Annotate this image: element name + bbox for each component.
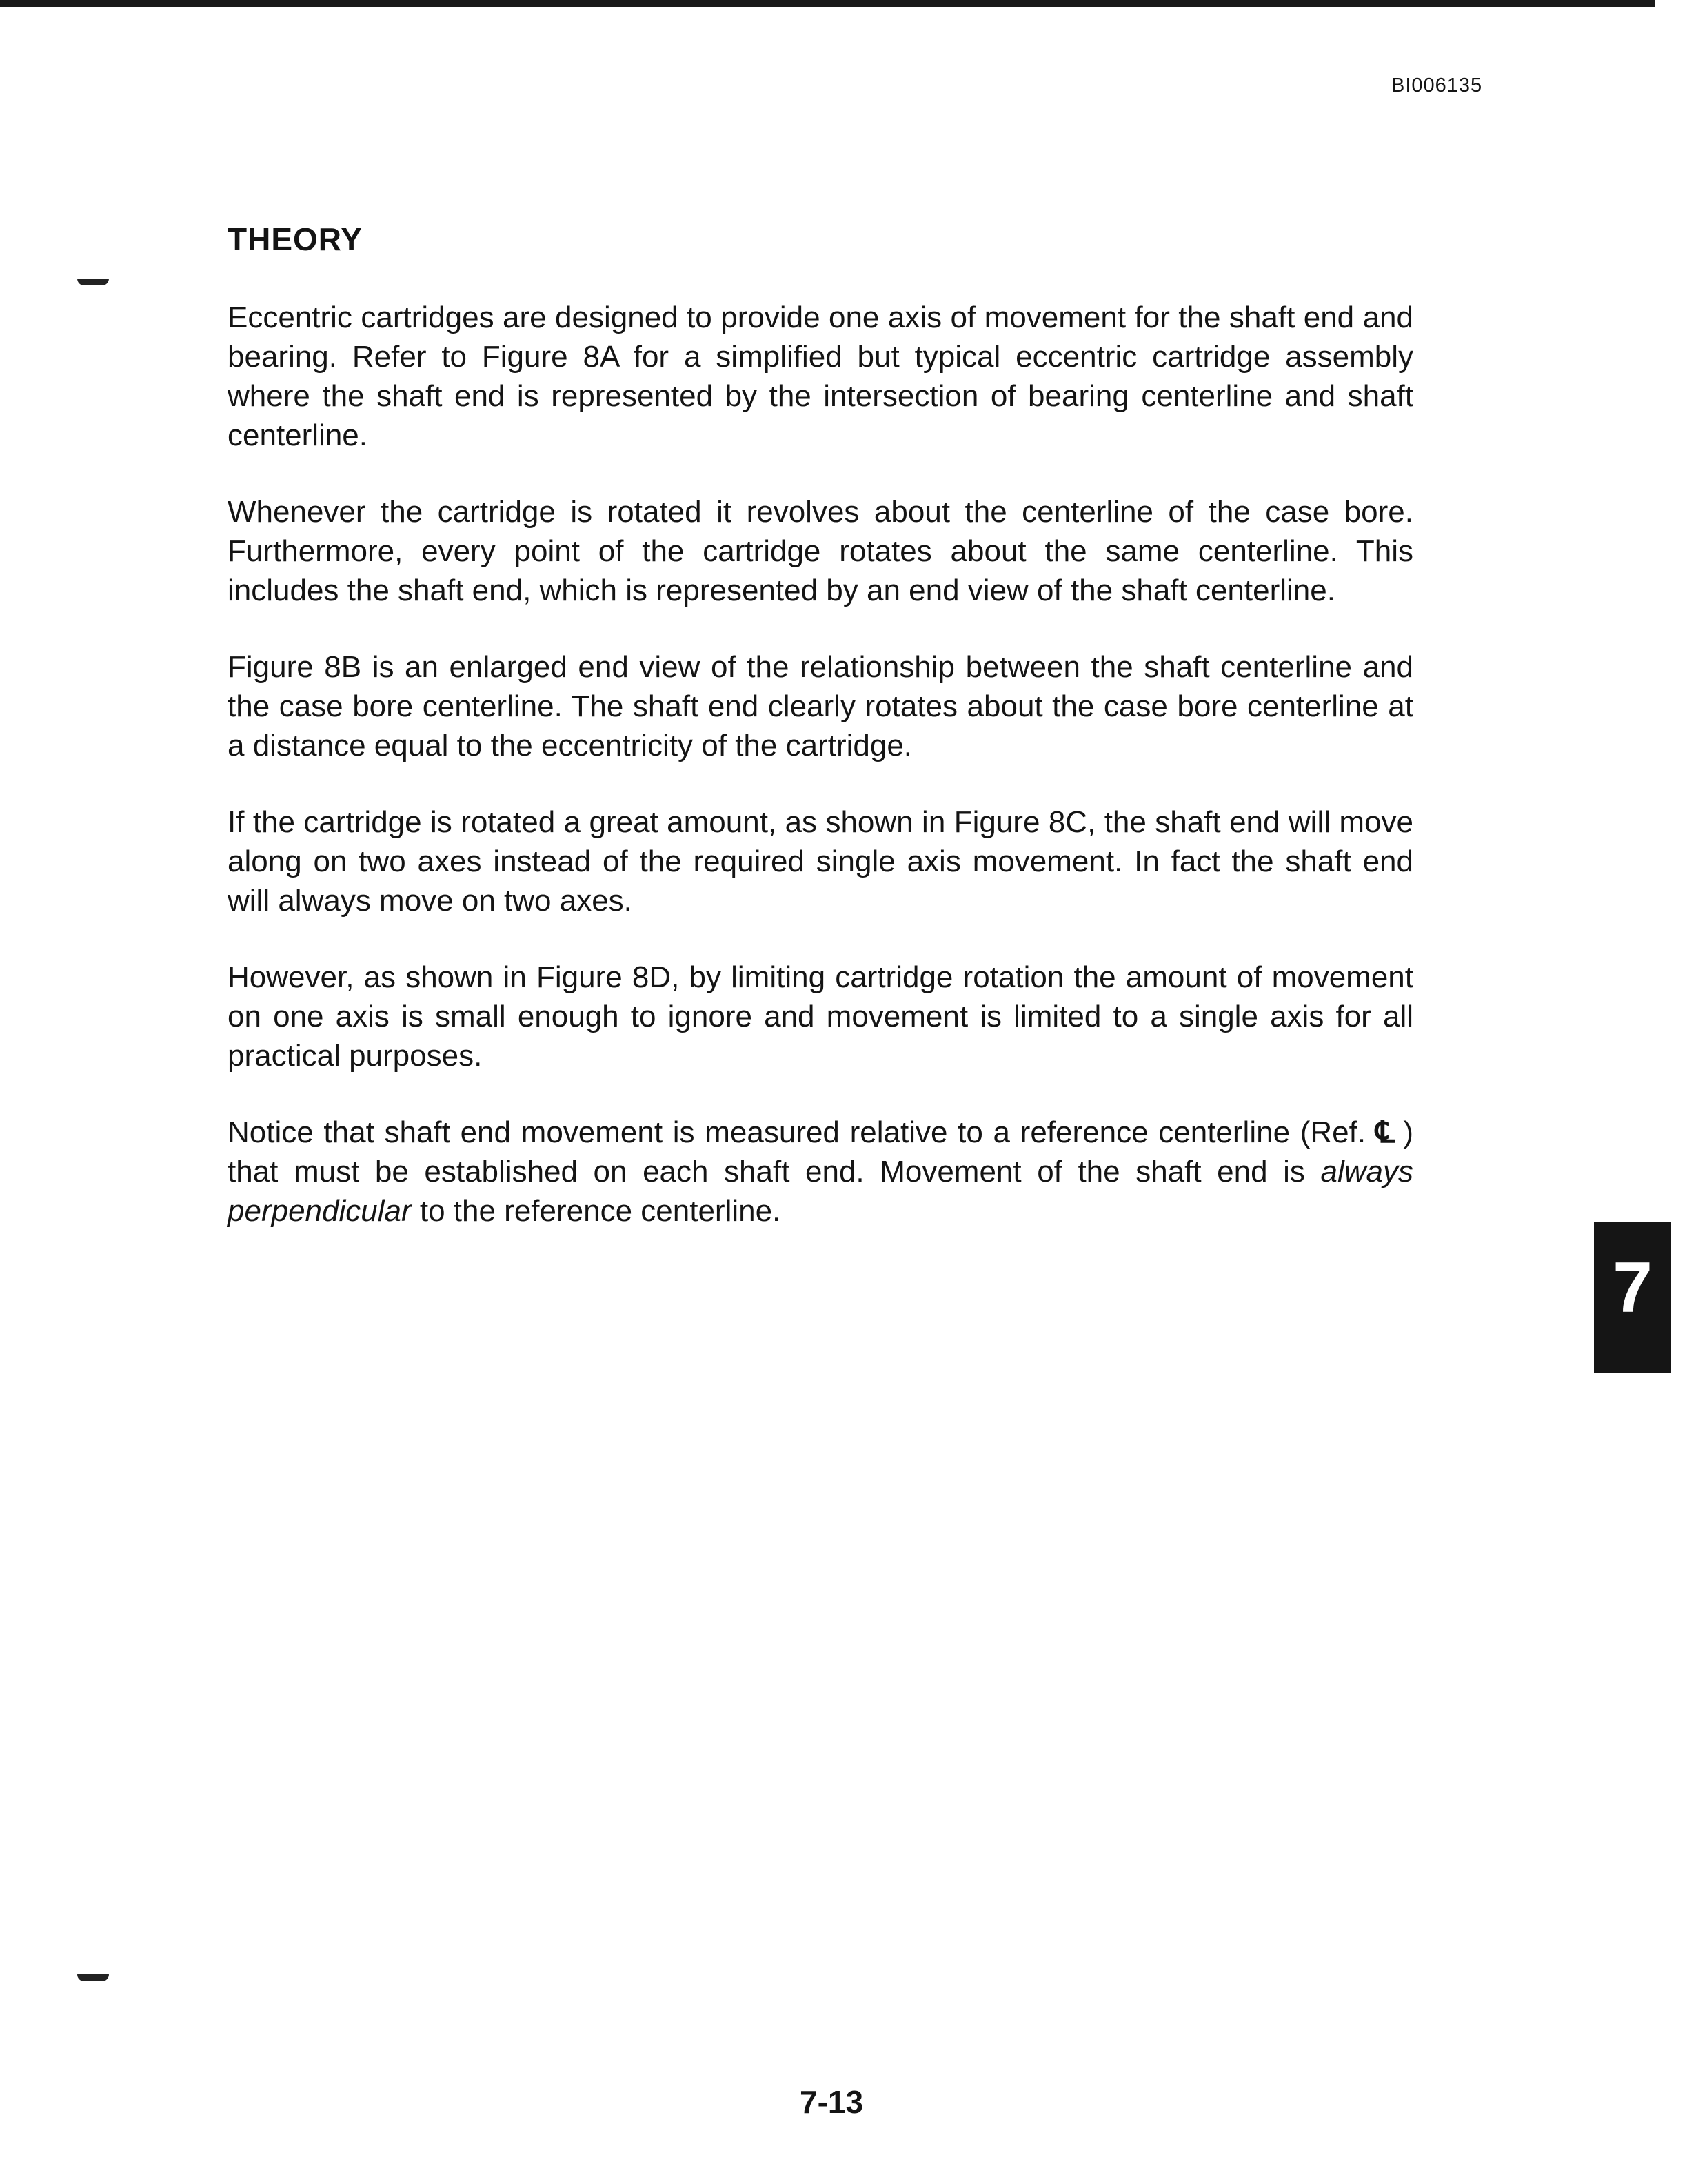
paragraph: If the cartridge is rotated a great amount, as shown in Figure 8C, the shaft end will move along on two axes instead of the required single axis movement. In fact the shaft end will always move on two axes.: [228, 805, 1413, 918]
centerline-symbol-icon: ℄: [1375, 1115, 1395, 1149]
section-tab: [1594, 1222, 1671, 1373]
document-id: BI006135: [1391, 74, 1483, 97]
paragraph-notice: [228, 1113, 1413, 1231]
paragraph: Eccentric cartridges are designed to provide one axis of movement for the shaft end and bearing. Refer to Figure 8A for a simplified but typical eccentric cartridge assembly where the shaft end is represented by the intersection of bearing centerline and shaft centerline.: [228, 301, 1413, 452]
notice-text-end: to the reference centerline.: [419, 1194, 781, 1228]
notice-text-middle: ) that must be established on each shaft end. Movement of the shaft end is: [228, 1115, 1413, 1189]
top-border-rule: [0, 0, 1655, 7]
page-number: 7-13: [800, 2084, 864, 2120]
body-text: [228, 298, 1413, 1231]
section-title: THEORY: [228, 221, 363, 257]
paragraph: However, as shown in Figure 8D, by limiting cartridge rotation the amount of movement on one axis is small enough to ignore and movement is limited to a single axis for all practical purposes.: [228, 960, 1413, 1073]
binding-mark-top: [77, 279, 109, 285]
binding-mark-bottom: [77, 1974, 109, 1981]
paragraph: Figure 8B is an enlarged end view of the relationship between the shaft centerline and the case bore centerline. The shaft end clearly rotates about the case bore centerline at a distance equal to the eccentricity of the cartridge.: [228, 650, 1413, 762]
notice-emphasis: always perpendicular: [228, 1155, 1413, 1228]
paragraph: Whenever the cartridge is rotated it revolves about the centerline of the case bore. Furthermore, every point of the cartridge rotates about the same centerline. This includes the shaft end, which is represented by an end view of the shaft centerline.: [228, 495, 1413, 607]
notice-text-start: Notice that shaft end movement is measured relative to a reference centerline (Ref.: [228, 1115, 1366, 1149]
section-tab-number: 7: [1613, 1248, 1653, 1328]
